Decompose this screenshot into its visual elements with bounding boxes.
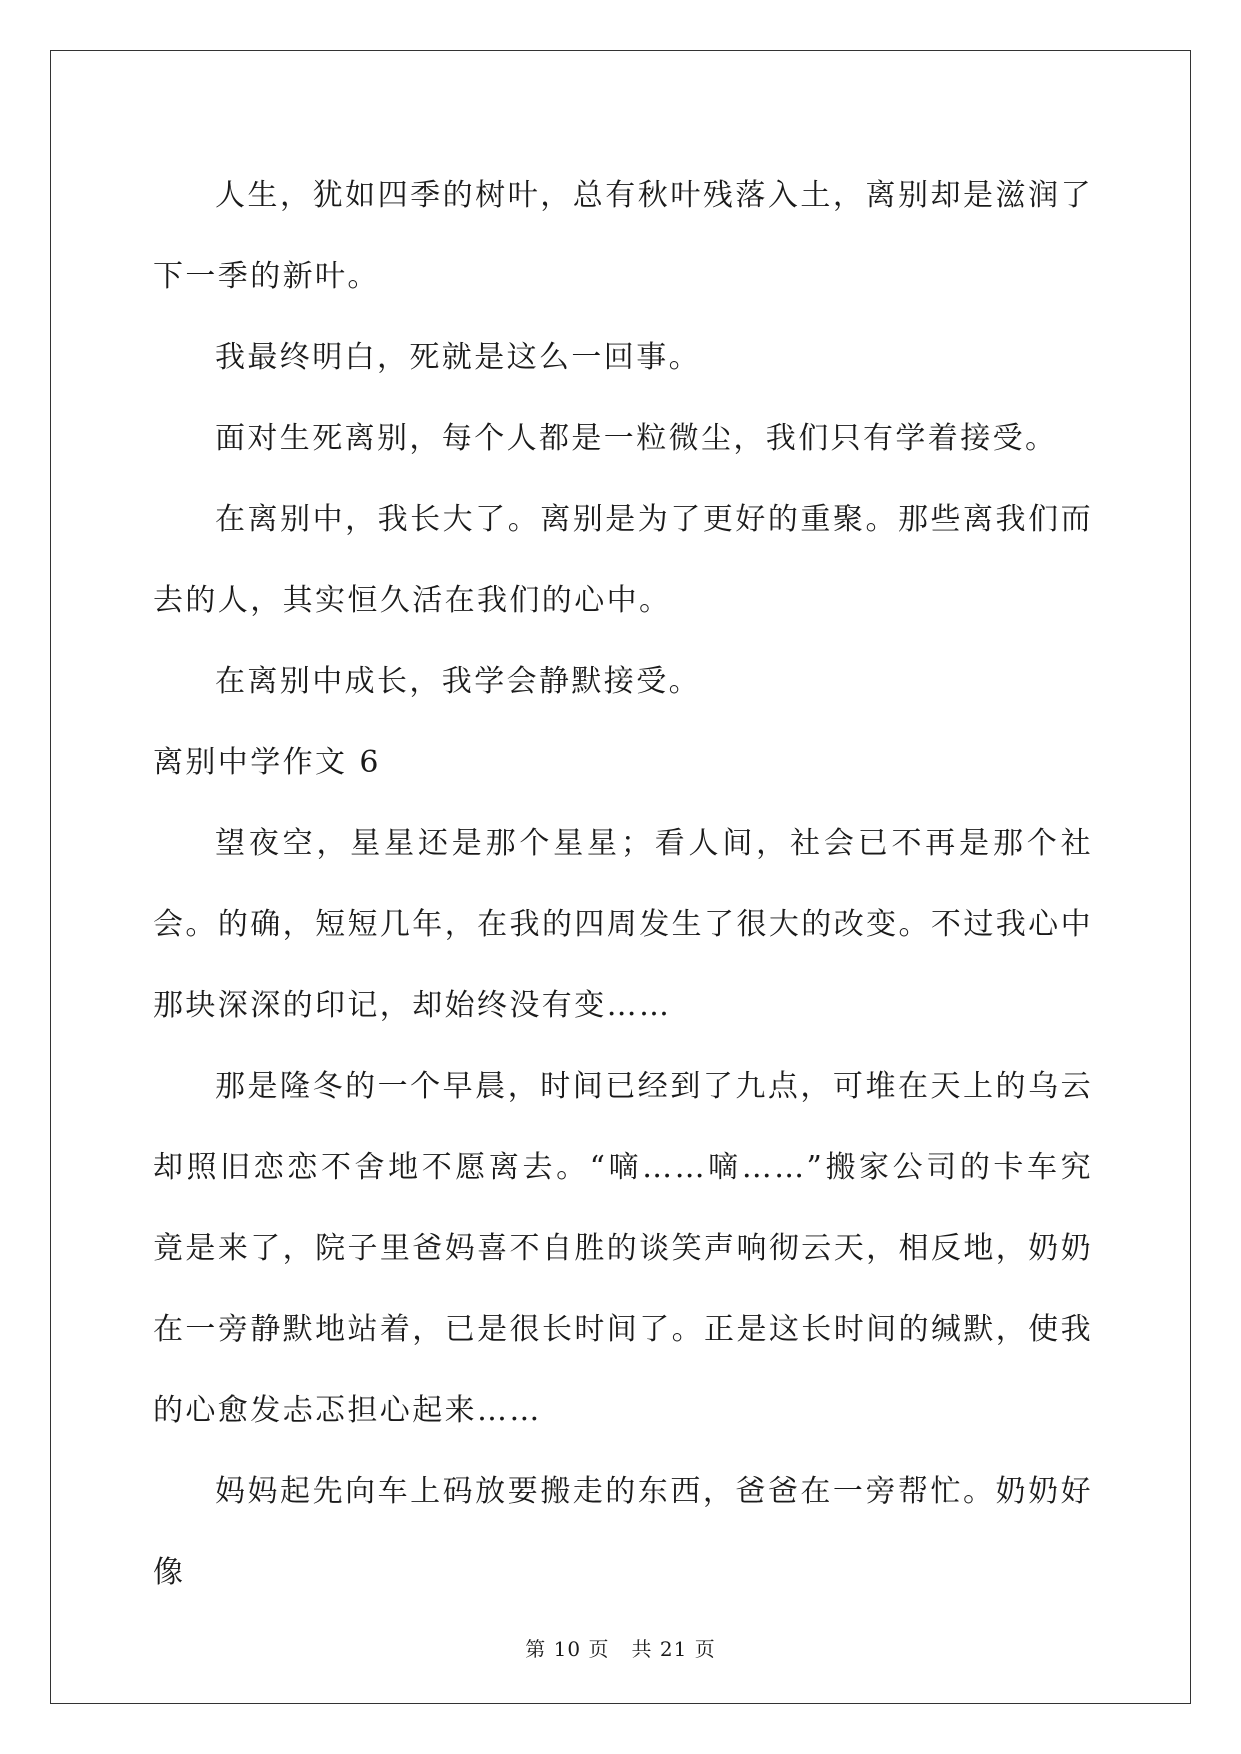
document-body xyxy=(153,155,1093,1613)
paragraph-3: 面对生死离别，每个人都是一粒微尘，我们只有学着接受。 xyxy=(215,421,1058,456)
paragraph-7: 那是隆冬的一个早晨，时间已经到了九点，可堆在天上的乌云却照旧恋恋不舍地不愿离去。“嘀……嘀……”搬家公司的卡车究竟是来了，院子里爸妈喜不自胜的谈笑声响彻云天，相反地，奶奶在一旁静默地站着，已是很长时间了。正是这长时间的缄默，使我的心愈发忐忑担心起来…… xyxy=(153,1069,1093,1428)
paragraph-5: 在离别中成长，我学会静默接受。 xyxy=(215,664,701,699)
paragraph-8: 妈妈起先向车上码放要搬走的东西，爸爸在一旁帮忙。奶奶好像 xyxy=(153,1474,1093,1590)
page-footer xyxy=(0,1633,1241,1662)
paragraph-4: 在离别中，我长大了。离别是为了更好的重聚。那些离我们而去的人，其实恒久活在我们的心中。 xyxy=(153,502,1093,618)
paragraph-2: 我最终明白，死就是这么一回事。 xyxy=(215,340,701,375)
page-total: 共 21 页 xyxy=(631,1637,716,1661)
section-title: 离别中学作文 6 xyxy=(153,745,381,780)
paragraph-6: 望夜空，星星还是那个星星；看人间，社会已不再是那个社会。的确，短短几年，在我的四周发生了很大的改变。不过我心中那块深深的印记，却始终没有变…… xyxy=(153,826,1093,1023)
page-number: 第 10 页 xyxy=(525,1637,610,1661)
paragraph-1: 人生，犹如四季的树叶，总有秋叶残落入土，离别却是滋润了下一季的新叶。 xyxy=(153,178,1093,294)
